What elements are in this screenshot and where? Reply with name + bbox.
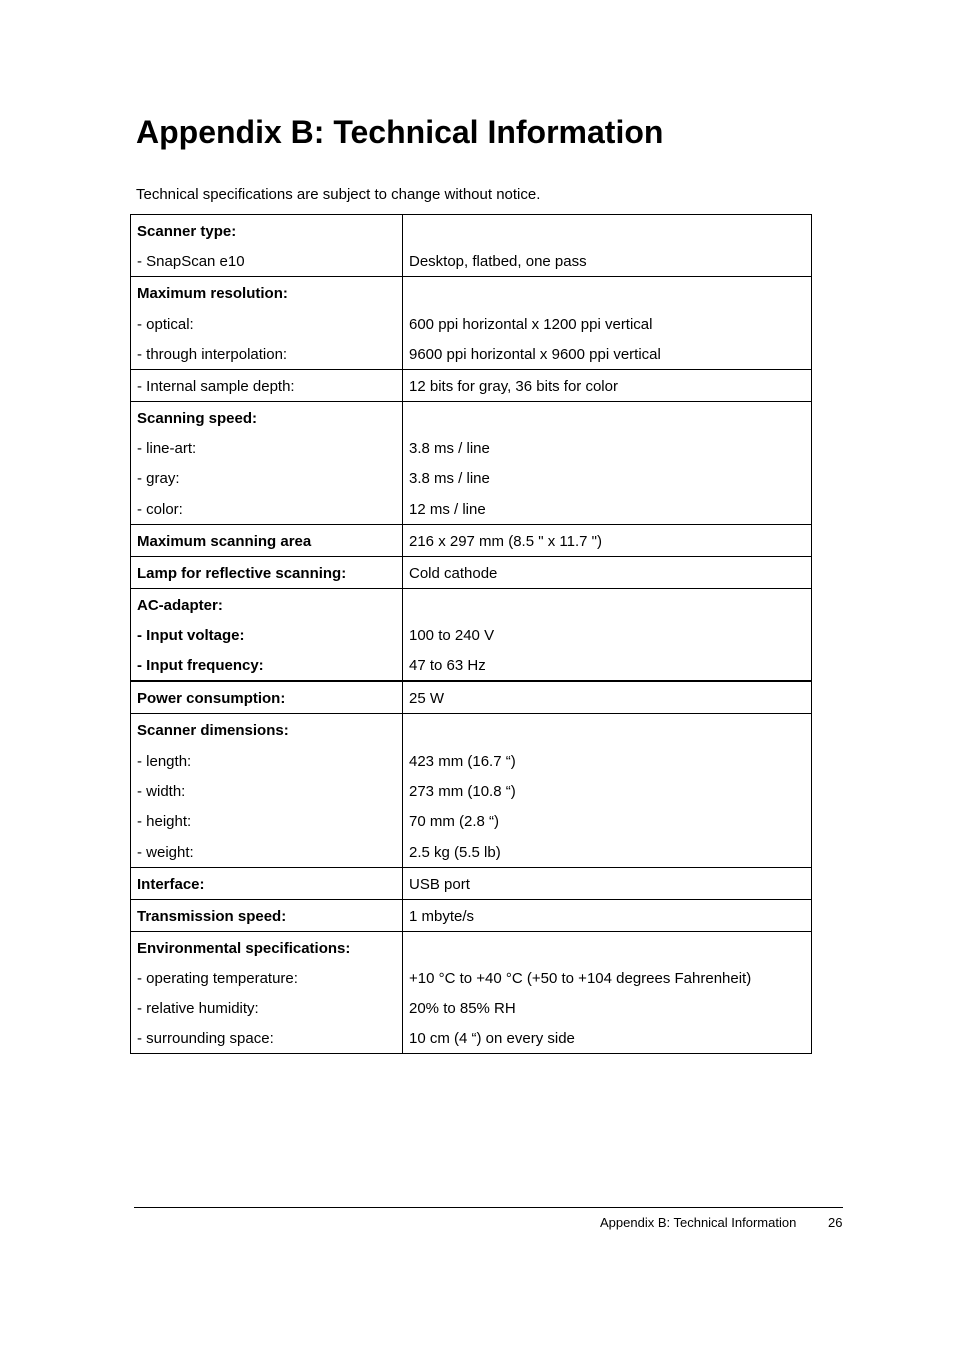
spec-value: 47 to 63 Hz	[409, 657, 486, 675]
spec-label: - Internal sample depth:	[137, 377, 295, 395]
spec-label: Power consumption:	[137, 690, 286, 708]
spec-label: Scanning speed:	[137, 409, 258, 427]
spec-value-cell	[403, 556, 812, 588]
intro-text: Technical specifications are subject to change without notice.	[136, 186, 541, 203]
spec-label: - Input frequency:	[137, 657, 264, 675]
spec-value: +10 °C to +40 °C (+50 to +104 degrees Fahrenheit)	[409, 969, 752, 987]
spec-label: Transmission speed:	[137, 907, 287, 925]
spec-label: Maximum scanning area	[137, 532, 312, 550]
spec-label-cell	[131, 524, 403, 556]
spec-value: 273 mm (10.8 “)	[409, 782, 516, 800]
spec-row	[131, 556, 812, 588]
spec-label: Scanner dimensions:	[137, 722, 289, 740]
spec-value: 9600 ppi horizontal x 9600 ppi vertical	[409, 345, 661, 363]
spec-label: - height:	[137, 813, 192, 831]
spec-label-cell	[131, 556, 403, 588]
spec-table	[130, 214, 812, 1054]
spec-value: 600 ppi horizontal x 1200 ppi vertical	[409, 315, 653, 333]
spec-label: - relative humidity:	[137, 1000, 259, 1018]
spec-value: USB port	[409, 875, 470, 893]
spec-value: 423 mm (16.7 “)	[409, 752, 516, 770]
page-number: 26	[828, 1215, 843, 1230]
spec-value: 3.8 ms / line	[409, 470, 490, 488]
spec-row	[131, 401, 812, 524]
spec-row	[131, 524, 812, 556]
spec-label: - line-art:	[137, 440, 197, 458]
spec-value: 3.8 ms / line	[409, 440, 490, 458]
spec-label: - length:	[137, 752, 192, 770]
spec-value-cell	[403, 277, 812, 370]
spec-value	[409, 409, 805, 439]
spec-label-cell	[131, 899, 403, 931]
spec-value: 20% to 85% RH	[409, 1000, 516, 1018]
spec-label: - surrounding space:	[137, 1030, 274, 1048]
spec-value-cell	[403, 369, 812, 401]
spec-value	[409, 721, 805, 751]
spec-value-cell	[403, 401, 812, 524]
spec-label-cell	[131, 277, 403, 370]
spec-value	[409, 596, 805, 626]
spec-row	[131, 931, 812, 1054]
spec-value: 2.5 kg (5.5 lb)	[409, 843, 501, 861]
spec-label-cell	[131, 369, 403, 401]
spec-label-cell	[131, 931, 403, 1054]
spec-label-cell	[131, 681, 403, 714]
spec-label: - through interpolation:	[137, 345, 288, 363]
spec-value: 25 W	[409, 690, 445, 708]
spec-value: 10 cm (4 “) on every side	[409, 1030, 575, 1048]
spec-label: Scanner type:	[137, 223, 237, 240]
spec-label: - operating temperature:	[137, 969, 298, 987]
spec-value-cell	[403, 931, 812, 1054]
spec-row	[131, 369, 812, 401]
spec-row	[131, 277, 812, 370]
spec-value	[409, 222, 805, 252]
spec-value: Desktop, flatbed, one pass	[409, 253, 587, 271]
spec-label-cell	[131, 714, 403, 867]
spec-label: Maximum resolution:	[137, 285, 288, 303]
spec-value	[409, 939, 805, 969]
spec-table-body	[131, 215, 812, 1054]
spec-value	[409, 284, 805, 314]
spec-label: - weight:	[137, 843, 194, 861]
spec-label: Lamp for reflective scanning:	[137, 564, 347, 582]
spec-value-cell	[403, 681, 812, 714]
spec-value: 1 mbyte/s	[409, 907, 475, 925]
spec-value-cell	[403, 899, 812, 931]
spec-value: 12 bits for gray, 36 bits for color	[409, 377, 618, 395]
spec-row	[131, 867, 812, 899]
spec-label-cell	[131, 215, 403, 277]
spec-value-cell	[403, 867, 812, 899]
spec-label: - Input voltage:	[137, 627, 245, 645]
spec-label: - SnapScan e10	[137, 253, 245, 271]
spec-row	[131, 899, 812, 931]
footer-title: Appendix B: Technical Information	[600, 1215, 797, 1230]
spec-value-cell	[403, 524, 812, 556]
spec-label: - width:	[137, 782, 186, 800]
spec-value-cell	[403, 588, 812, 681]
spec-label: Environmental specifications:	[137, 939, 351, 957]
spec-label: AC-adapter:	[137, 596, 223, 614]
spec-label: - optical:	[137, 315, 194, 333]
spec-value: 12 ms / line	[409, 500, 486, 518]
spec-row	[131, 714, 812, 867]
spec-label: Interface:	[137, 875, 205, 893]
spec-row	[131, 681, 812, 714]
spec-value-cell	[403, 215, 812, 277]
spec-label-cell	[131, 401, 403, 524]
spec-value-cell	[403, 714, 812, 867]
page-title: Appendix B: Technical Information	[136, 114, 664, 150]
spec-value: 216 x 297 mm (8.5 " x 11.7 ")	[409, 532, 602, 550]
spec-value: 70 mm (2.8 “)	[409, 813, 500, 831]
spec-label-cell	[131, 867, 403, 899]
spec-value: Cold cathode	[409, 564, 498, 582]
spec-label-cell	[131, 588, 403, 681]
spec-value: 100 to 240 V	[409, 627, 495, 645]
footer-rule	[134, 1207, 843, 1208]
spec-row	[131, 588, 812, 681]
spec-label: - color:	[137, 500, 183, 518]
spec-row	[131, 215, 812, 277]
spec-label: - gray:	[137, 470, 180, 488]
